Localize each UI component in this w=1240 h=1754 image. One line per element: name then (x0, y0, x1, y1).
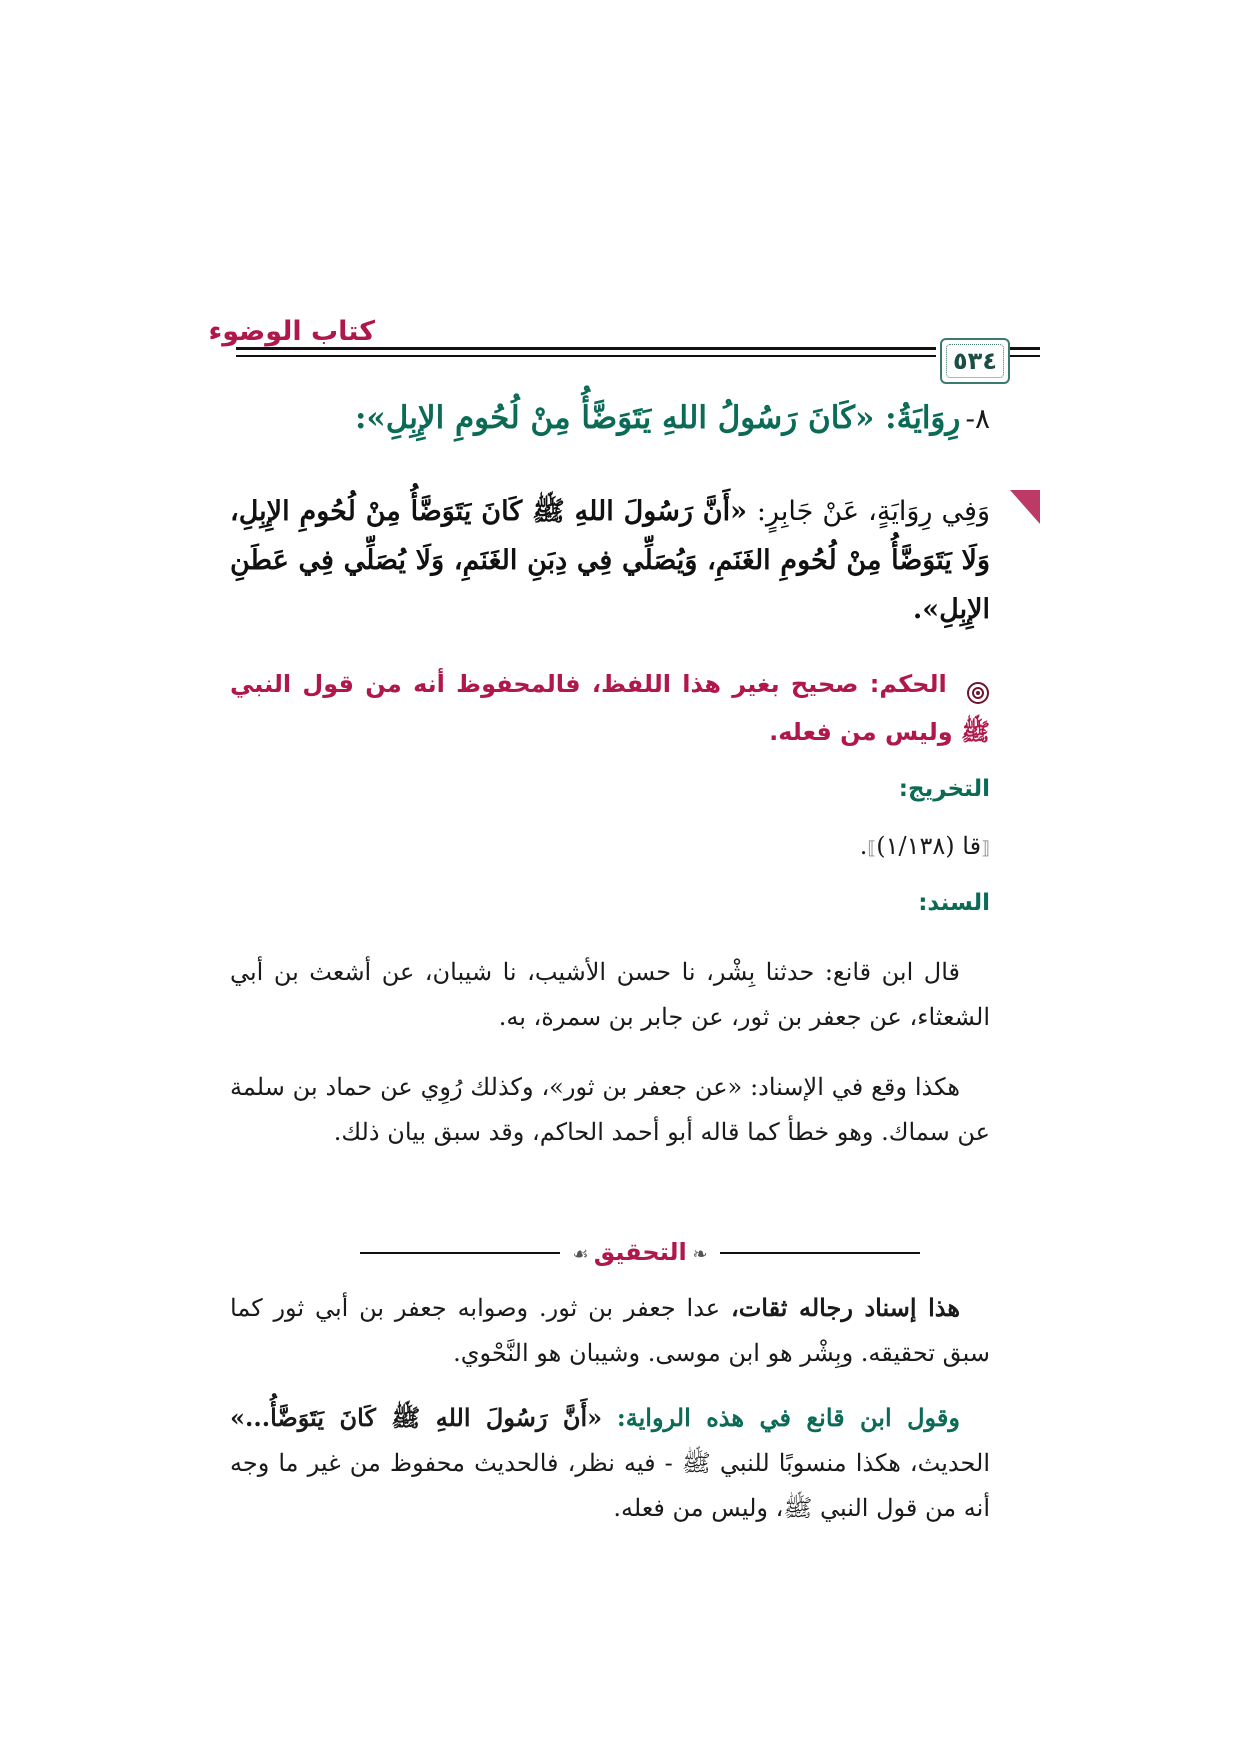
hadith-lead: وَفِي رِوَايَةٍ، عَنْ جَابِرٍ: (756, 496, 990, 527)
tahqiq-p2-quote: «أَنَّ رَسُولَ اللهِ ﷺ كَانَ يَتَوَضَّأُ...» (230, 1403, 603, 1432)
header-rule-top (236, 347, 936, 350)
corner-ornament (1010, 490, 1040, 524)
divider-line-left (360, 1252, 560, 1254)
tahqiq-p2-rest: الحديث، هكذا منسوبًا للنبي ﷺ - فيه نظر، فالحديث محفوظ من غير ما وجه أنه من قول النبي ﷺ، وليس من فعله. (230, 1449, 990, 1522)
bracket-open-icon: ⟦ (981, 838, 990, 859)
ruling-paragraph (230, 660, 990, 756)
tahqiq-divider (360, 1238, 920, 1268)
divider-line-right (720, 1252, 920, 1254)
header-rule-right-bottom (1010, 355, 1040, 357)
tahqiq-paragraph-2 (230, 1395, 990, 1531)
tahqiq-paragraph-1 (230, 1285, 990, 1376)
ruling-text: صحيح بغير هذا اللفظ، فالمحفوظ أنه من قول النبي ﷺ وليس من فعله. (230, 670, 990, 746)
sanad-label: السند: (918, 890, 990, 916)
page-number: ٥٣٤ (953, 347, 997, 375)
sanad-paragraph-1: قال ابن قانع: حدثنا بِشْر، نا حسن الأشيب، نا شيبان، عن أشعث بن أبي الشعثاء، عن جعفر بن ثور، عن جابر بن سمرة، به. (230, 958, 990, 1031)
running-header-title: كتاب الوضوء (208, 316, 375, 347)
ruling-label: الحكم: (869, 670, 947, 698)
section-number: ٨- (965, 402, 990, 435)
ornament-icon: ☙ (572, 1244, 589, 1265)
section-heading (230, 400, 990, 436)
tahqiq-p2-label: وقول ابن قانع في هذه الرواية: (616, 1403, 960, 1432)
hadith-matn: «أَنَّ رَسُولَ اللهِ ﷺ كَانَ يَتَوَضَّأُ مِنْ لُحُومِ الإِبِلِ، وَلَا يَتَوَضَّأُ مِنْ لُحُومِ الغَنَمِ، وَيُصَلِّي فِي دِبَنِ الغَنَمِ، وَلَا يُصَلِّي فِي عَطَنِ الإِبِلِ». (230, 496, 990, 625)
page-number-box (940, 338, 1010, 384)
tahqiq-title: التحقيق (593, 1238, 687, 1266)
takhrij-ref-text: قا (١/١٣٨) (876, 832, 982, 860)
tahqiq-p1-rest: عدا جعفر بن ثور. وصوابه جعفر بن أبي ثور كما سبق تحقيقه. وبِشْر هو ابن موسى. وشيبان هو النَّحْوي. (230, 1294, 990, 1367)
sanad-paragraph-2: هكذا وقع في الإسناد: «عن جعفر بن ثور»، وكذلك رُوِي عن حماد بن سلمة عن سماك. وهو خطأ كما قاله أبو أحمد الحاكم، وقد سبق بيان ذلك. (230, 1073, 990, 1146)
header-rule-right-top (1010, 347, 1040, 350)
header-rule-bottom (236, 355, 936, 357)
tahqiq-p1-bold: هذا إسناد رجاله ثقات، (730, 1293, 960, 1322)
takhrij-reference: ⟦قا (١/١٣٨)⟧. (859, 832, 990, 860)
section-title: رِوَايَةُ: «كَانَ رَسُولُ اللهِ يَتَوَضَّأُ مِنْ لُحُومِ الإِبِلِ»: (354, 400, 961, 436)
bracket-close-icon: ⟧ (867, 838, 877, 859)
flower-icon (966, 673, 990, 697)
hadith-text (230, 487, 990, 634)
ornament-icon: ❧ (686, 1244, 708, 1265)
takhrij-label: التخريج: (898, 776, 990, 802)
